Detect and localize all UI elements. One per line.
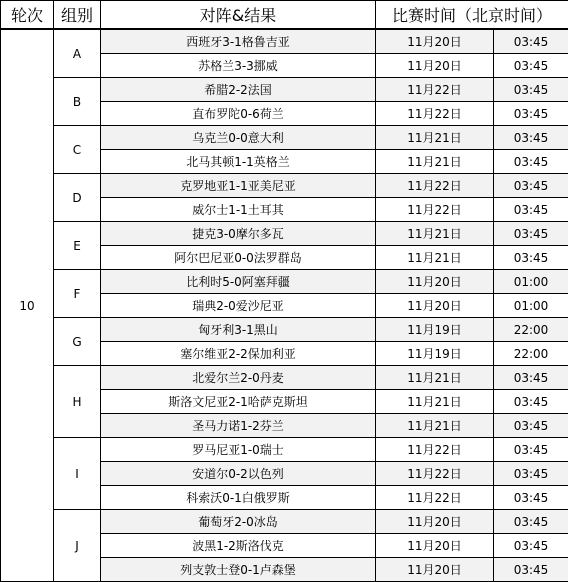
match-result: 捷克3-0摩尔多瓦 [101, 222, 376, 246]
match-date: 11月20日 [376, 54, 494, 78]
header-round: 轮次 [1, 1, 54, 30]
round-number: 10 [1, 29, 54, 582]
match-result: 葡萄牙2-0冰岛 [101, 510, 376, 534]
header-row [1, 1, 568, 30]
group-label: I [54, 438, 101, 510]
header-group: 组别 [54, 1, 101, 30]
match-date: 11月20日 [376, 270, 494, 294]
match-time: 03:45 [494, 414, 568, 438]
table-row [1, 270, 568, 294]
group-label: G [54, 318, 101, 366]
match-date: 11月21日 [376, 150, 494, 174]
match-result: 波黑1-2斯洛伐克 [101, 534, 376, 558]
match-time: 03:45 [494, 222, 568, 246]
group-label: E [54, 222, 101, 270]
match-date: 11月21日 [376, 222, 494, 246]
match-time: 03:45 [494, 198, 568, 222]
match-time: 03:45 [494, 246, 568, 270]
match-time: 03:45 [494, 54, 568, 78]
match-date: 11月22日 [376, 174, 494, 198]
match-result: 罗马尼亚1-0瑞士 [101, 438, 376, 462]
match-result: 圣马力诺1-2芬兰 [101, 414, 376, 438]
group-label: A [54, 29, 101, 78]
match-time: 03:45 [494, 150, 568, 174]
match-time: 03:45 [494, 534, 568, 558]
match-time: 01:00 [494, 270, 568, 294]
match-result: 克罗地亚1-1亚美尼亚 [101, 174, 376, 198]
group-label: B [54, 78, 101, 126]
table-row [1, 222, 568, 246]
table-header [1, 1, 568, 30]
match-result: 科索沃0-1白俄罗斯 [101, 486, 376, 510]
table-row [1, 438, 568, 462]
table-row [1, 510, 568, 534]
table-row [1, 126, 568, 150]
match-time: 22:00 [494, 318, 568, 342]
match-date: 11月21日 [376, 246, 494, 270]
match-date: 11月20日 [376, 510, 494, 534]
match-result: 安道尔0-2以色列 [101, 462, 376, 486]
match-time: 03:45 [494, 390, 568, 414]
match-result: 希腊2-2法国 [101, 78, 376, 102]
header-match-time: 比赛时间（北京时间） [376, 1, 568, 30]
match-date: 11月21日 [376, 126, 494, 150]
match-result: 苏格兰3-3挪威 [101, 54, 376, 78]
group-label: H [54, 366, 101, 438]
match-date: 11月20日 [376, 29, 494, 54]
match-result: 列支敦士登0-1卢森堡 [101, 558, 376, 582]
table-row [1, 318, 568, 342]
match-date: 11月22日 [376, 486, 494, 510]
match-time: 03:45 [494, 462, 568, 486]
match-time: 03:45 [494, 558, 568, 582]
match-date: 11月21日 [376, 390, 494, 414]
match-result: 阿尔巴尼亚0-0法罗群岛 [101, 246, 376, 270]
match-time: 03:45 [494, 510, 568, 534]
match-result: 西班牙3-1格鲁吉亚 [101, 29, 376, 54]
match-date: 11月22日 [376, 102, 494, 126]
match-result: 塞尔维亚2-2保加利亚 [101, 342, 376, 366]
match-time: 03:45 [494, 438, 568, 462]
match-result: 直布罗陀0-6荷兰 [101, 102, 376, 126]
match-time: 03:45 [494, 174, 568, 198]
match-result: 威尔士1-1土耳其 [101, 198, 376, 222]
group-label: D [54, 174, 101, 222]
match-result: 比利时5-0阿塞拜疆 [101, 270, 376, 294]
match-result: 北马其顿1-1英格兰 [101, 150, 376, 174]
table-row [1, 29, 568, 54]
match-result: 北爱尔兰2-0丹麦 [101, 366, 376, 390]
match-time: 22:00 [494, 342, 568, 366]
group-label: C [54, 126, 101, 174]
match-date: 11月21日 [376, 366, 494, 390]
table-body [1, 29, 568, 582]
match-result: 乌克兰0-0意大利 [101, 126, 376, 150]
match-date: 11月20日 [376, 558, 494, 582]
match-date: 11月22日 [376, 78, 494, 102]
match-time: 03:45 [494, 29, 568, 54]
match-time: 03:45 [494, 78, 568, 102]
match-result: 斯洛文尼亚2-1哈萨克斯坦 [101, 390, 376, 414]
match-time: 03:45 [494, 486, 568, 510]
table-row [1, 78, 568, 102]
match-date: 11月19日 [376, 342, 494, 366]
group-label: F [54, 270, 101, 318]
match-date: 11月20日 [376, 534, 494, 558]
table-row [1, 174, 568, 198]
match-result: 瑞典2-0爱沙尼亚 [101, 294, 376, 318]
group-label: J [54, 510, 101, 582]
match-time: 03:45 [494, 126, 568, 150]
match-date: 11月22日 [376, 198, 494, 222]
header-match-result: 对阵&结果 [101, 1, 376, 30]
match-date: 11月19日 [376, 318, 494, 342]
match-result: 匈牙利3-1黑山 [101, 318, 376, 342]
match-date: 11月22日 [376, 438, 494, 462]
match-date: 11月20日 [376, 294, 494, 318]
match-date: 11月21日 [376, 414, 494, 438]
match-time: 03:45 [494, 366, 568, 390]
match-time: 01:00 [494, 294, 568, 318]
table-row [1, 366, 568, 390]
match-date: 11月22日 [376, 462, 494, 486]
match-time: 03:45 [494, 102, 568, 126]
